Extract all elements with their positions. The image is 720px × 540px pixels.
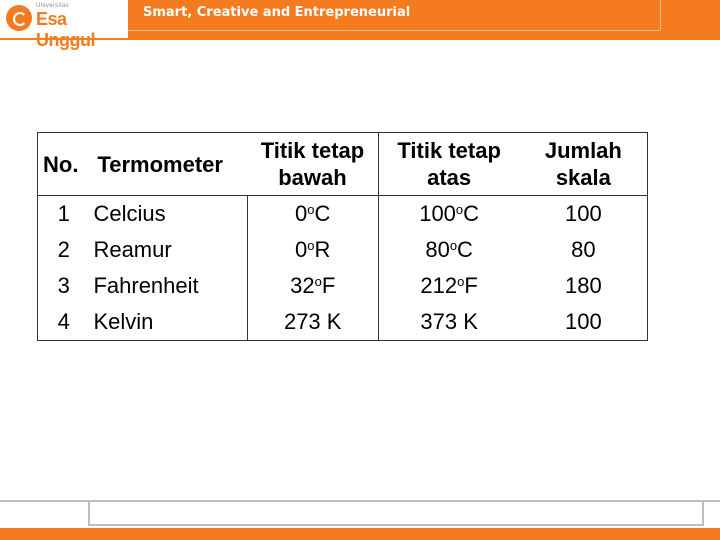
header-termometer: Termometer: [87, 133, 247, 196]
table-row: [38, 304, 648, 341]
table-row: [38, 268, 648, 304]
header-jumlah-line1: Jumlah: [544, 138, 622, 163]
header-titik-atas-line2: atas: [427, 165, 472, 190]
row-termometer: Fahrenheit: [87, 268, 247, 304]
row-titik-atas: 80$^o$C: [425, 237, 473, 262]
row-no: 2: [57, 237, 70, 262]
row-titik-atas: 100$^o$C: [419, 201, 480, 226]
row-titik-bawah: 0$^o$R: [247, 232, 378, 268]
row-no: 1: [57, 201, 70, 226]
header-titik-atas-line1: Titik tetap: [397, 138, 501, 163]
row-termometer: Kelvin: [87, 304, 247, 341]
row-termometer: Reamur: [87, 232, 247, 268]
degree-mark: o: [455, 202, 464, 217]
row-jumlah-skala: 80: [571, 237, 596, 262]
footer-frame-decoration: [88, 500, 704, 526]
table-row: [38, 232, 648, 268]
table-header-row: [38, 133, 648, 196]
degree-mark: o: [307, 238, 315, 253]
header-bar: [0, 0, 720, 50]
header-titik-atas: [378, 133, 520, 196]
row-termometer: Celcius: [87, 196, 247, 233]
row-titik-bawah: 273 K: [247, 304, 378, 341]
header-titik-bawah-line2: bawah: [278, 165, 347, 190]
logo-caption: Universitas: [36, 3, 69, 9]
header-titik-bawah-line1: Titik tetap: [260, 138, 365, 163]
header-titik-bawah: [247, 133, 378, 196]
row-no: 4: [57, 309, 70, 334]
thermometer-table: [37, 132, 648, 341]
degree-mark: o: [457, 274, 465, 289]
footer-bar: [0, 528, 720, 540]
degree-mark: o: [314, 274, 322, 289]
logo-text: Esa Unggul: [36, 9, 95, 50]
header-jumlah-line2: skala: [555, 165, 611, 190]
table-row: [38, 196, 648, 233]
row-titik-bawah: 32$^o$F: [247, 268, 378, 304]
header-no: No.: [38, 133, 88, 196]
header-jumlah-skala: [520, 133, 648, 196]
row-jumlah-skala: 100: [564, 201, 602, 226]
degree-mark: o: [449, 238, 458, 253]
row-titik-bawah: 0$^o$C: [247, 196, 378, 233]
row-jumlah-skala: 180: [564, 273, 602, 298]
row-jumlah-skala: 100: [564, 309, 602, 334]
logo: [0, 0, 128, 50]
row-titik-atas: 212$^o$F: [420, 273, 478, 298]
row-no: 3: [57, 273, 70, 298]
degree-mark: o: [307, 202, 315, 217]
tagline: Smart, Creative and Entrepreneurial: [143, 5, 411, 20]
logo-mark-icon: [6, 5, 32, 31]
row-titik-atas: 373 K: [420, 309, 478, 334]
